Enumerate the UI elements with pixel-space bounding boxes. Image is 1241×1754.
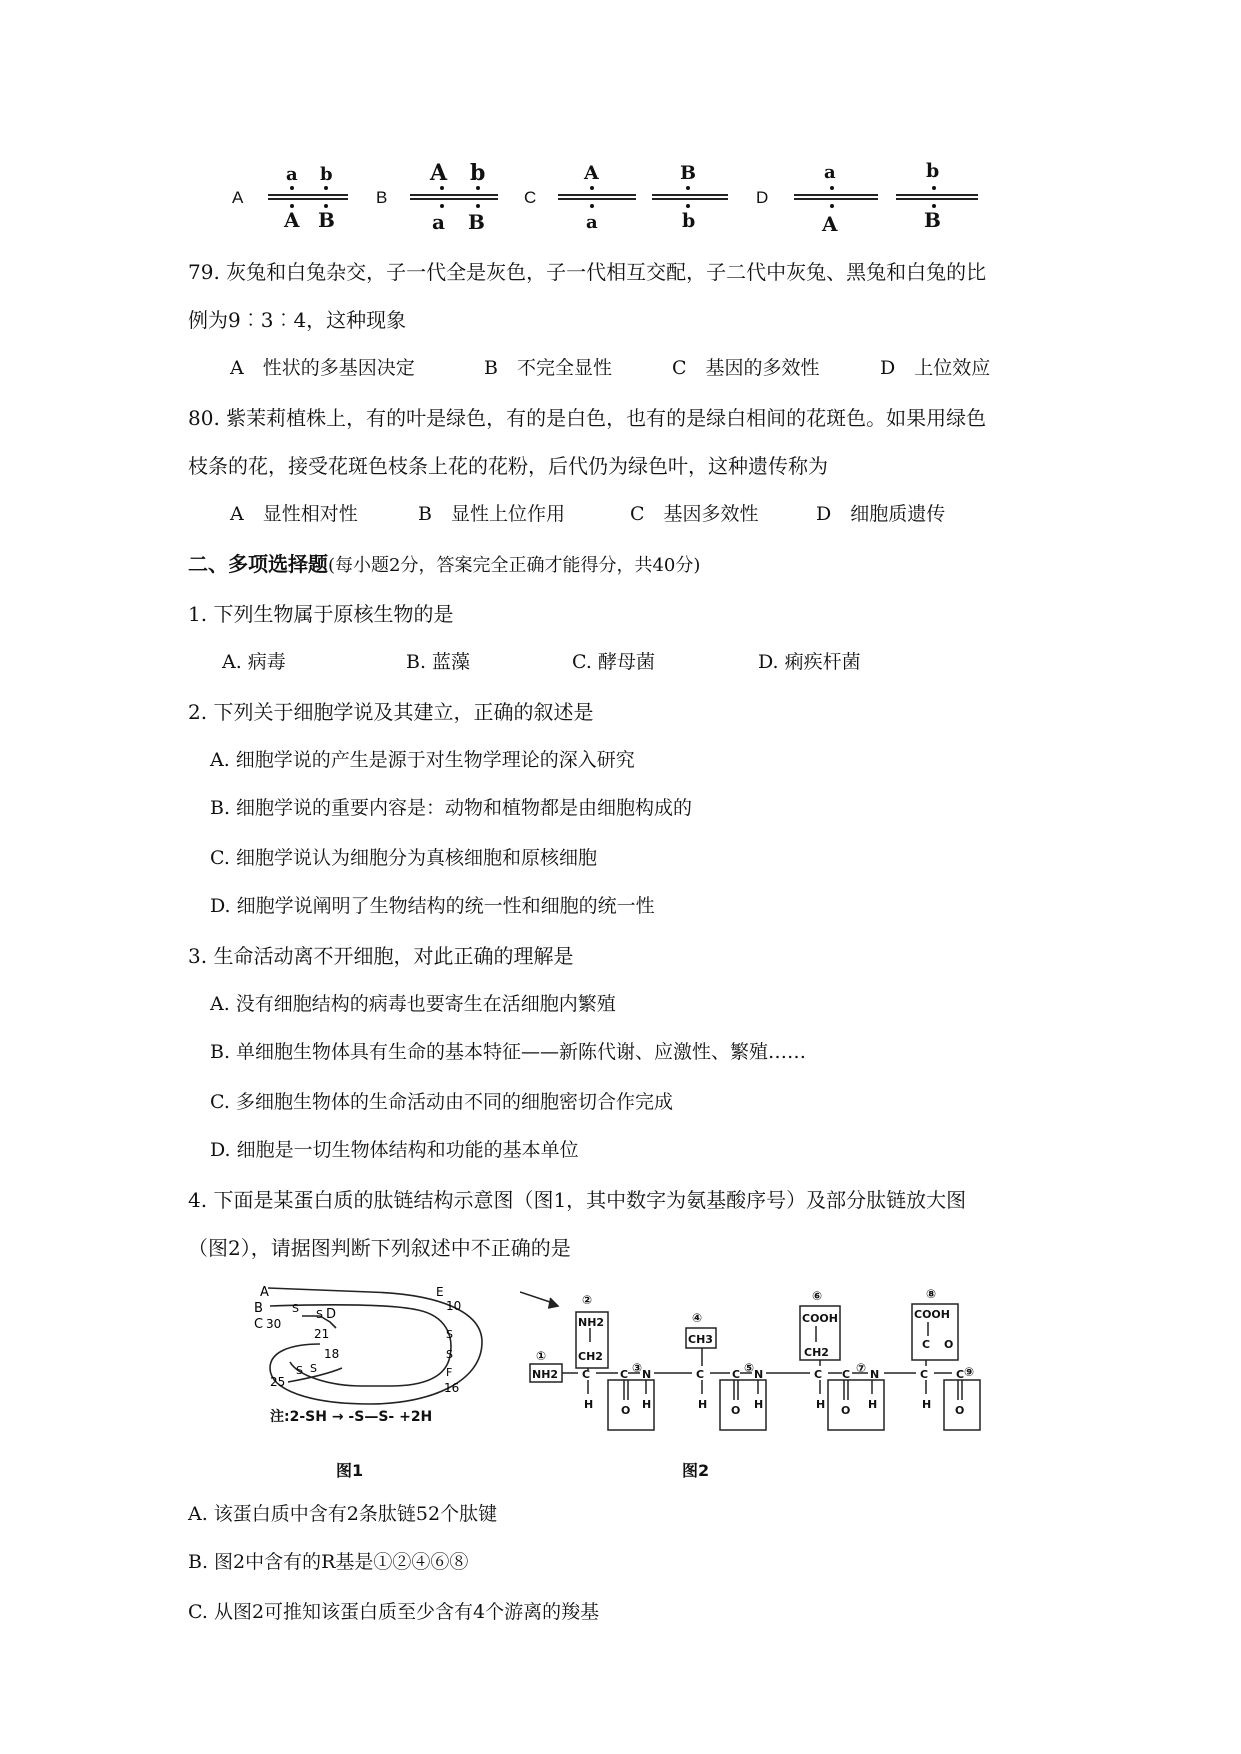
fig2-caption: 图2 (682, 1461, 710, 1480)
m1-option-c: C. 酵母菌 (572, 651, 655, 673)
fig2-atom-21: H (922, 1398, 932, 1411)
q80-option-c: C 基因多效性 (630, 503, 759, 525)
fig2-num-5: ⑤ (744, 1361, 755, 1375)
chromosome-c-right (650, 182, 730, 212)
gene-c-top-2: B (680, 162, 697, 184)
fig2-atom-14: H (642, 1398, 652, 1411)
section2-heading (188, 550, 700, 580)
q79-option-c: C 基因的多效性 (672, 357, 820, 379)
fig1-label-s2: S (316, 1308, 323, 1321)
m3-option-d: D. 细胞是一切生物体结构和功能的基本单位 (210, 1139, 579, 1161)
q80-stem-line2: 枝条的花，接受花斑色枝条上花的花粉，后代仍为绿色叶，这种遗传称为 (188, 454, 828, 478)
fig1-label-21: 21 (314, 1327, 330, 1341)
fig1-label-s1: S (292, 1302, 299, 1315)
q80-option-d: D 细胞质遗传 (816, 503, 946, 525)
m3-option-c: C. 多细胞生物体的生命活动由不同的细胞密切合作完成 (210, 1091, 673, 1113)
m2-stem: 2. 下列关于细胞学说及其建立，正确的叙述是 (188, 700, 594, 724)
fig2-group-ch2-2: CH2 (804, 1346, 829, 1359)
fig1-note: 注:2-SH → -S—S- +2H (270, 1409, 433, 1425)
fig2-atom-9: N (870, 1368, 880, 1381)
fig2-atom-7: C (814, 1368, 823, 1381)
q79-option-b: B 不完全显性 (484, 357, 612, 379)
fig1-label-s5: S (446, 1328, 453, 1341)
fig1-label-s6: S (446, 1348, 453, 1361)
fig2-atom-4: C (696, 1368, 705, 1381)
fig1-label-f: F (446, 1366, 453, 1379)
gene-b-bottom-2: B (468, 210, 485, 234)
m2-option-d: D. 细胞学说阐明了生物结构的统一性和细胞的统一性 (210, 895, 655, 917)
chromosome-d-left (792, 182, 880, 212)
fig2-num-7: ⑦ (856, 1361, 867, 1375)
m1-option-d: D. 痢疾杆菌 (758, 651, 861, 673)
fig2-num-1: ① (536, 1349, 547, 1363)
m4-option-b: B. 图2中含有的R基是①②④⑥⑧ (188, 1551, 469, 1573)
m3-stem: 3. 生命活动离不开细胞，对此正确的理解是 (188, 944, 574, 968)
fig2-atom-20: H (868, 1398, 878, 1411)
chromosome-option-b-label: B (376, 188, 388, 207)
q80-option-a: A 显性相对性 (230, 503, 358, 525)
fig1-label-25: 25 (270, 1375, 286, 1389)
m2-option-a: A. 细胞学说的产生是源于对生物学理论的深入研究 (210, 749, 635, 771)
q80-stem-line1: 80. 紫茉莉植株上，有的叶是绿色，有的是白色，也有的是绿白相间的花斑色。如果用绿色 (188, 406, 987, 430)
chromosome-option-c-label: C (524, 188, 537, 207)
fig2-atom-10: C (920, 1368, 929, 1381)
m4-stem-line1: 4. 下面是某蛋白质的肽链结构示意图（图1，其中数字为氨基酸序号）及部分肽链放大图 (188, 1188, 967, 1212)
fig1-label-16: 16 (444, 1381, 460, 1395)
fig1-label-10: 10 (446, 1299, 462, 1313)
gene-d-bottom-1: A (822, 212, 838, 236)
fig2-group-cooh-1: COOH (802, 1312, 838, 1325)
fig2-group-cooh-2: COOH (914, 1308, 950, 1321)
fig2-group-ch2-1: CH2 (578, 1350, 603, 1363)
m2-option-c: C. 细胞学说认为细胞分为真核细胞和原核细胞 (210, 847, 597, 869)
fig2-atom-16: O (731, 1404, 741, 1417)
fig2-group-c: C (922, 1338, 931, 1351)
fig1-label-c: C (254, 1317, 264, 1332)
chromosome-option-d-label: D (756, 188, 769, 207)
fig1-label-s4: S (310, 1362, 317, 1375)
chromosome-c-left (556, 182, 638, 212)
fig2-atom-5: C (732, 1368, 741, 1381)
q79-stem-line2: 例为9︰3︰4，这种现象 (188, 308, 407, 332)
fig2-atom-11: C (956, 1368, 965, 1381)
q80-option-b: B 显性上位作用 (418, 503, 565, 525)
fig2-atom-15: H (698, 1398, 708, 1411)
m3-option-b: B. 单细胞生物体具有生命的基本特征——新陈代谢、应激性、繁殖…… (210, 1041, 807, 1063)
figure1-peptide-chain (250, 1282, 496, 1422)
fig1-label-d: D (326, 1307, 337, 1322)
figure2-peptide-enlarged (520, 1284, 1000, 1434)
fig2-atom-19: O (841, 1404, 851, 1417)
fig2-num-3: ③ (632, 1361, 643, 1375)
chromosome-pair-a (266, 182, 350, 212)
q79-option-a: A 性状的多基因决定 (230, 357, 415, 379)
gene-b-top-2: b (470, 160, 486, 186)
fig1-label-b: B (254, 1301, 263, 1316)
fig2-atom-3: N (642, 1368, 652, 1381)
m1-option-a: A. 病毒 (222, 651, 286, 673)
fig2-atom-22: O (955, 1404, 965, 1417)
fig2-group-nh2-2: NH2 (578, 1316, 605, 1329)
fig2-group-nh2-1: NH2 (532, 1368, 559, 1381)
fig1-label-30: 30 (266, 1317, 282, 1331)
section2-title: 二、多项选择题 (188, 552, 328, 576)
fig1-label-e: E (436, 1285, 444, 1299)
q79-option-d: D 上位效应 (880, 357, 991, 379)
chromosome-pair-b (408, 182, 500, 212)
m4-option-a: A. 该蛋白质中含有2条肽链52个肽键 (188, 1503, 498, 1525)
chromosome-option-a-label: A (232, 188, 244, 207)
fig2-group-o: O (944, 1338, 954, 1351)
m1-stem: 1. 下列生物属于原核生物的是 (188, 602, 454, 626)
gene-a-bottom-1: A (284, 208, 300, 232)
fig2-num-2: ② (582, 1293, 593, 1307)
m4-stem-line2: （图2），请据图判断下列叙述中不正确的是 (188, 1236, 571, 1260)
m1-option-b: B. 蓝藻 (406, 651, 471, 673)
fig2-atom-1: C (582, 1368, 591, 1381)
gene-a-top-2: b (320, 164, 333, 185)
fig2-num-6: ⑥ (812, 1289, 823, 1303)
gene-b-top-1: A (430, 160, 448, 186)
fig2-atom-2: C (620, 1368, 629, 1381)
gene-a-top-1: a (286, 164, 298, 185)
gene-b-bottom-1: a (432, 210, 445, 234)
fig2-atom-13: O (621, 1404, 631, 1417)
section2-note: (每小题2分，答案完全正确才能得分，共40分) (328, 555, 701, 576)
fig2-atom-17: H (754, 1398, 764, 1411)
gene-c-bottom-1: a (586, 212, 598, 233)
fig1-label-18: 18 (324, 1347, 340, 1361)
gene-c-bottom-2: b (682, 210, 696, 232)
fig2-num-9: ⑨ (964, 1365, 975, 1379)
fig2-atom-8: C (842, 1368, 851, 1381)
fig1-caption: 图1 (336, 1461, 364, 1480)
fig2-num-8: ⑧ (926, 1287, 937, 1301)
m3-option-a: A. 没有细胞结构的病毒也要寄生在活细胞内繁殖 (210, 993, 616, 1015)
fig1-label-a: A (260, 1285, 269, 1300)
gene-c-top-1: A (584, 162, 599, 184)
fig2-atom-12: H (584, 1398, 594, 1411)
gene-a-bottom-2: B (318, 208, 335, 232)
fig1-label-s3: S (296, 1364, 303, 1377)
fig2-group-ch3: CH3 (688, 1333, 713, 1346)
gene-d-top-2: b (926, 160, 940, 182)
m4-option-c: C. 从图2可推知该蛋白质至少含有4个游离的羧基 (188, 1601, 600, 1623)
m2-option-b: B. 细胞学说的重要内容是：动物和植物都是由细胞构成的 (210, 797, 693, 819)
fig2-num-4: ④ (692, 1311, 703, 1325)
gene-d-bottom-2: B (924, 208, 941, 232)
fig2-atom-18: H (816, 1398, 826, 1411)
fig2-atom-6: N (754, 1368, 764, 1381)
gene-d-top-1: a (824, 162, 836, 183)
q79-stem-line1: 79. 灰兔和白兔杂交，子一代全是灰色，子一代相互交配，子二代中灰兔、黑兔和白兔的比 (188, 260, 987, 284)
